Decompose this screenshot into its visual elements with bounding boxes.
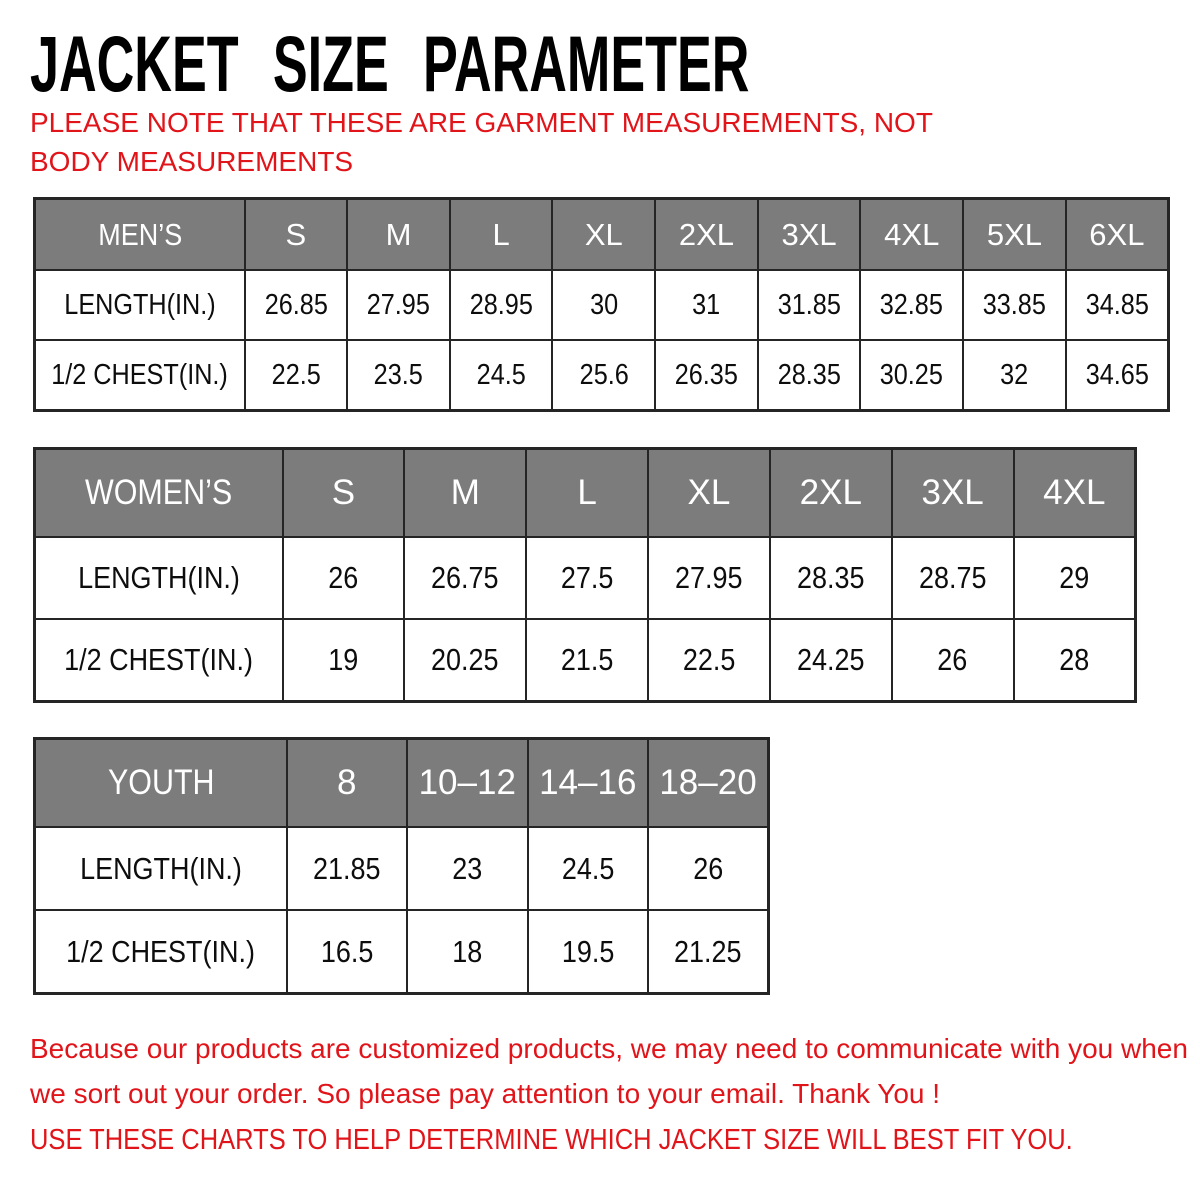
chart-usage-note: USE THESE CHARTS TO HELP DETERMINE WHICH JACKET SIZE WILL BEST FIT YOU. [30,1124,1073,1156]
measure-label-cell: 1/2 CHEST(IN.) [35,619,283,702]
youth-length-row [35,827,769,910]
size-header-cell: 6XL [1066,199,1169,271]
mens-table-title-cell [35,199,245,271]
measure-value-cell: 27.95 [648,537,770,619]
measure-value-cell: 28.95 [450,270,553,340]
measure-value-cell: 23.5 [347,340,450,411]
measure-value-cell: 24.5 [528,827,649,910]
measure-value-cell: 31 [655,270,758,340]
measure-value-cell: 23 [407,827,528,910]
womens-table-title-cell [35,449,283,538]
mens-size-table [33,197,1170,412]
measure-value-cell: 26 [648,827,769,910]
measure-label-cell: LENGTH(IN.) [35,537,283,619]
measure-value-cell: 19.5 [528,910,649,994]
measure-value-cell: 30 [552,270,655,340]
size-header-cell: 2XL [770,449,892,538]
measure-value-cell: 25.6 [552,340,655,411]
measure-value-cell: 19 [283,619,405,702]
page-title: JACKET SIZE PARAMETER [30,19,750,108]
size-header-cell: 3XL [892,449,1014,538]
measure-value-cell: 28 [1014,619,1136,702]
measure-label-cell: 1/2 CHEST(IN.) [35,910,287,994]
youth-chest-row [35,910,769,994]
youth-table-title: YOUTH [107,763,215,802]
measure-value-cell: 18 [407,910,528,994]
measure-value-cell: 27.95 [347,270,450,340]
size-header-cell: 8 [287,739,408,828]
youth-table-title-cell [35,739,287,828]
measure-value-cell: 34.85 [1066,270,1169,340]
measure-value-cell: 24.5 [450,340,553,411]
size-header-cell: XL [648,449,770,538]
mens-chest-row [35,340,1169,411]
measure-value-cell: 34.65 [1066,340,1169,411]
womens-table-title: WOMEN’S [85,473,233,512]
size-header-cell: XL [552,199,655,271]
measure-label-cell: 1/2 CHEST(IN.) [35,340,245,411]
measure-value-cell: 29 [1014,537,1136,619]
measure-value-cell: 31.85 [758,270,861,340]
youth-header-row [35,739,769,828]
customization-notice: Because our products are customized products, we may need to communicate with you when we sort out your order. So please pay attention to your email. Thank You ! [30,1033,1188,1110]
measure-value-cell: 22.5 [648,619,770,702]
size-header-cell: L [526,449,648,538]
size-header-cell: 18–20 [648,739,769,828]
womens-length-row [35,537,1136,619]
womens-header-row [35,449,1136,538]
measure-value-cell: 27.5 [526,537,648,619]
measure-value-cell: 20.25 [404,619,526,702]
size-header-cell: 4XL [860,199,963,271]
measure-value-cell: 21.85 [287,827,408,910]
measure-value-cell: 28.35 [758,340,861,411]
womens-size-table [33,447,1137,703]
size-header-cell: 10–12 [407,739,528,828]
size-header-cell: 3XL [758,199,861,271]
measure-value-cell: 26 [892,619,1014,702]
mens-length-row [35,270,1169,340]
measure-label-cell: LENGTH(IN.) [35,270,245,340]
measure-value-cell: 32.85 [860,270,963,340]
mens-header-row [35,199,1169,271]
size-header-cell: 2XL [655,199,758,271]
measure-value-cell: 26.85 [245,270,348,340]
size-header-cell: 5XL [963,199,1066,271]
size-header-cell: M [404,449,526,538]
size-header-cell: L [450,199,553,271]
measure-value-cell: 22.5 [245,340,348,411]
measure-value-cell: 21.5 [526,619,648,702]
measure-value-cell: 16.5 [287,910,408,994]
measure-value-cell: 26.35 [655,340,758,411]
mens-table-title: MEN’S [97,216,182,252]
measure-label-cell: LENGTH(IN.) [35,827,287,910]
size-header-cell: S [245,199,348,271]
size-header-cell: 4XL [1014,449,1136,538]
size-header-cell: M [347,199,450,271]
youth-size-table [33,737,770,995]
garment-measurement-note: PLEASE NOTE THAT THESE ARE GARMENT MEASUREMENTS, NOT BODY MEASUREMENTS [30,107,933,177]
measure-value-cell: 30.25 [860,340,963,411]
womens-chest-row [35,619,1136,702]
measure-value-cell: 21.25 [648,910,769,994]
measure-value-cell: 32 [963,340,1066,411]
measure-value-cell: 28.35 [770,537,892,619]
size-header-cell: 14–16 [528,739,649,828]
measure-value-cell: 26.75 [404,537,526,619]
measure-value-cell: 24.25 [770,619,892,702]
measure-value-cell: 33.85 [963,270,1066,340]
size-header-cell: S [283,449,405,538]
measure-value-cell: 28.75 [892,537,1014,619]
measure-value-cell: 26 [283,537,405,619]
